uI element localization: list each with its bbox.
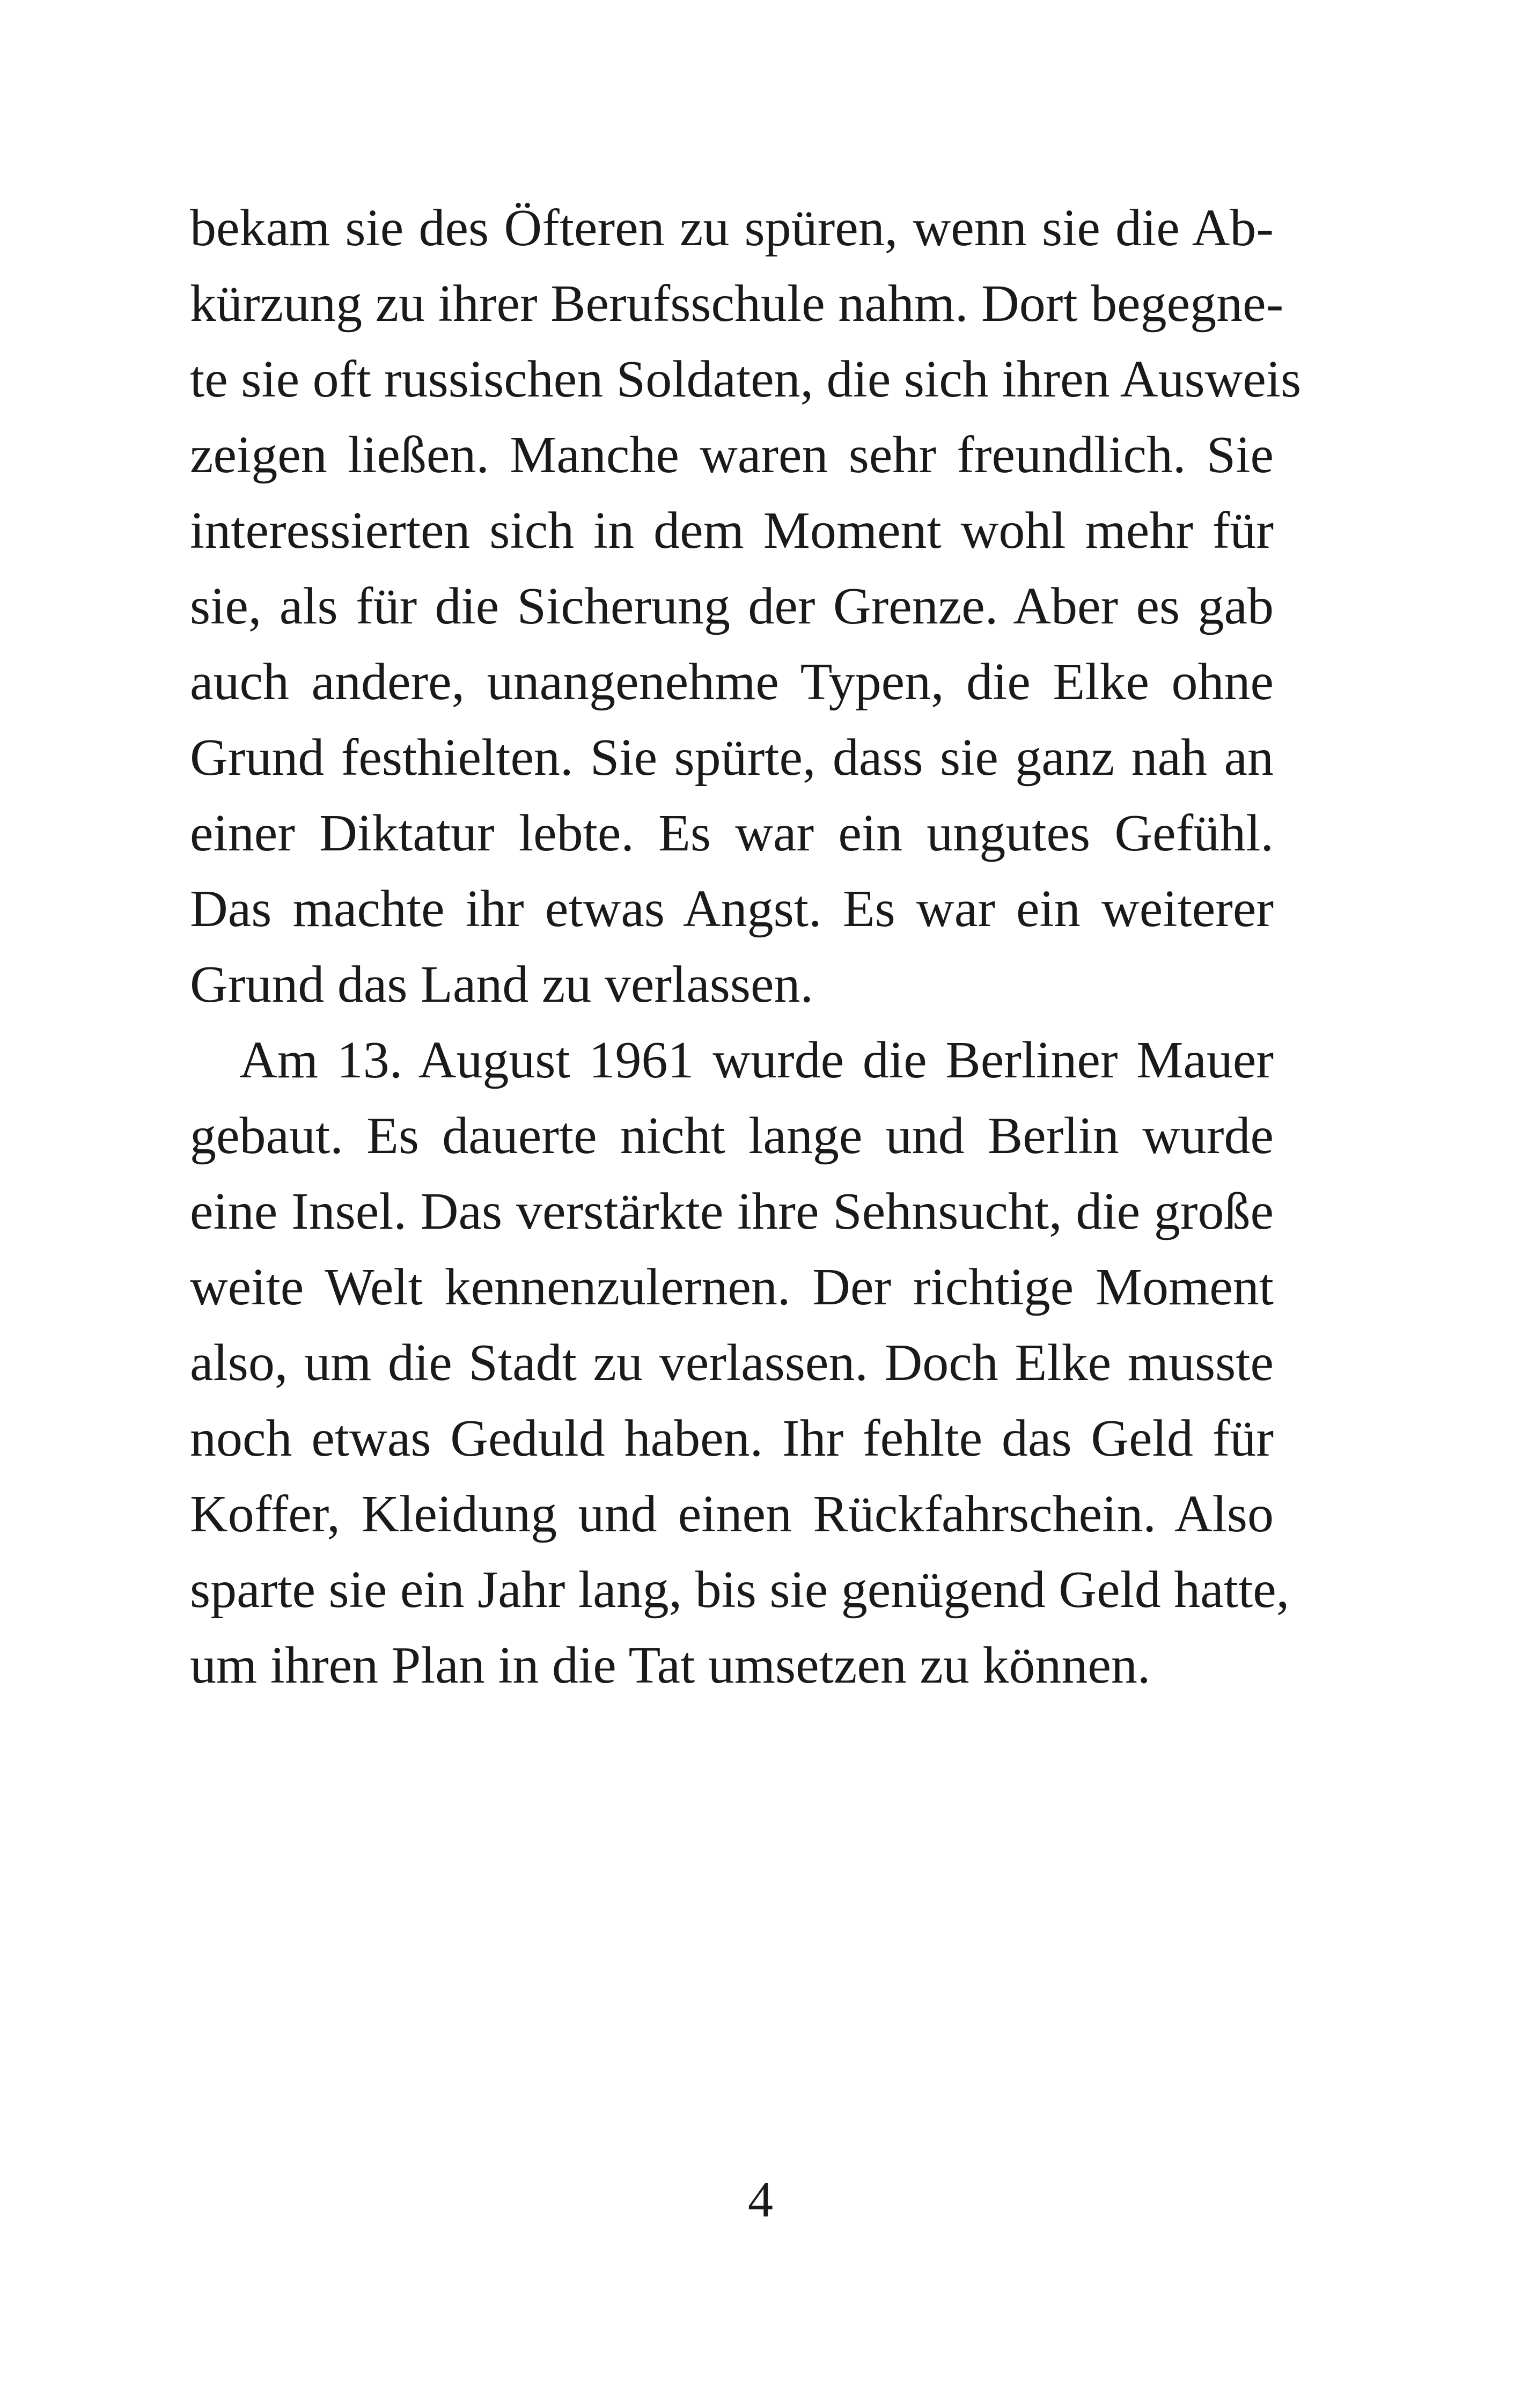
text-line: also, um die Stadt zu verlassen. Doch Elke musste (190, 1334, 1274, 1392)
text-line: einer Diktatur lebte. Es war ein ungutes Gefühl. (190, 804, 1274, 862)
text-line: um ihren Plan in die Tat umsetzen zu können. (190, 1636, 1151, 1694)
text-line: sie, als für die Sicherung der Grenze. Aber es gab (190, 577, 1274, 635)
text-line: sparte sie ein Jahr lang, bis sie genügend Geld hatte, (190, 1561, 1290, 1619)
text-line: interessierten sich in dem Moment wohl mehr für (190, 502, 1274, 560)
paragraph-2 (190, 1023, 1290, 1704)
text-line: auch andere, unangenehme Typen, die Elke ohne (190, 653, 1274, 711)
body-text (190, 190, 1302, 1704)
text-line: eine Insel. Das verstärkte ihre Sehnsucht, die große (190, 1183, 1274, 1240)
page-number: 4 (748, 2172, 773, 2228)
text-line: noch etwas Geduld haben. Ihr fehlte das Geld für (190, 1409, 1274, 1467)
paragraph-1 (190, 190, 1302, 1023)
text-line: Koffer, Kleidung und einen Rückfahrschein. Also (190, 1485, 1274, 1543)
text-line: gebaut. Es dauerte nicht lange und Berlin wurde (190, 1107, 1274, 1165)
text-line: kürzung zu ihrer Berufsschule nahm. Dort begegne- (190, 275, 1284, 333)
text-line: bekam sie des Öfteren zu spüren, wenn sie die Ab- (190, 199, 1274, 257)
text-line: zeigen ließen. Manche waren sehr freundlich. Sie (190, 426, 1274, 484)
text-line: te sie oft russischen Soldaten, die sich ihren Ausweis (190, 350, 1302, 408)
text-line: Grund das Land zu verlassen. (190, 956, 814, 1014)
text-line: Am 13. August 1961 wurde die Berliner Mauer (239, 1031, 1274, 1089)
text-line: Das machte ihr etwas Angst. Es war ein weiterer (190, 880, 1274, 938)
text-line: weite Welt kennenzulernen. Der richtige Moment (190, 1258, 1274, 1316)
text-line: Grund festhielten. Sie spürte, dass sie ganz nah an (190, 729, 1274, 787)
